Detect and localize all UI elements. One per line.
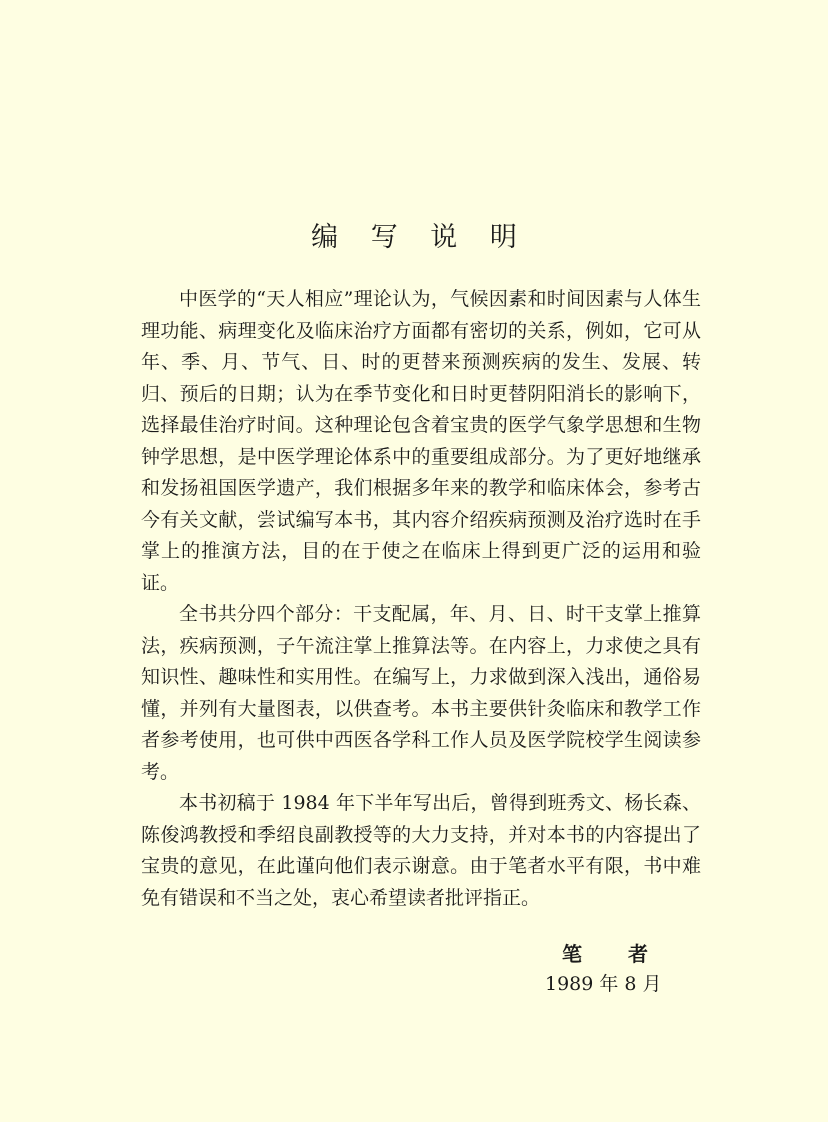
date-line: 1989 年 8 月 [545, 973, 662, 995]
author-signature: 笔 者 [562, 942, 650, 966]
paragraph-1: 中医学的“天人相应”理论认为，气候因素和时间因素与人体生理功能、病理变化及临床治疗方面都有密切的关系，例如，它可从年、季、月、节气、日、时的更替来预测疾病的发生、发展、转归、预后的日期；认为在季节变化和日时更替阴阳消长的影响下，选择最佳治疗时间。这种理论包含着宝贵的医学气象学思想和生物钟学思想，是中医学理论体系中的重要组成部分。为了更好地继承和发扬祖国医学遗产，我们根据多年来的教学和临床体会，参考古今有关文献，尝试编写本书，其内容介绍疾病预测及治疗选时在手掌上的推演方法，目的在于使之在临床上得到更广泛的运用和验证。 [141, 288, 701, 594]
page-title: 编 写 说 明 [311, 222, 529, 253]
paragraph-2: 全书共分四个部分：干支配属，年、月、日、时干支掌上推算法，疾病预测，子午流注掌上推算法等。在内容上，力求使之具有知识性、趣味性和实用性。在编写上，力求做到深入浅出，通俗易懂，并列有大量图表，以供查考。本书主要供针灸临床和教学工作者参考使用，也可供中西医各学科工作人员及医学院校学生阅读参考。 [141, 603, 701, 783]
paragraph-3: 本书初稿于 1984 年下半年写出后，曾得到班秀文、杨长森、陈俊鸿教授和季绍良副教授等的大力支持，并对本书的内容提出了宝贵的意见，在此谨向他们表示谢意。由于笔者水平有限，书中难免有错误和不当之处，衷心希望读者批评指正。 [141, 792, 701, 909]
body-text [141, 284, 701, 914]
